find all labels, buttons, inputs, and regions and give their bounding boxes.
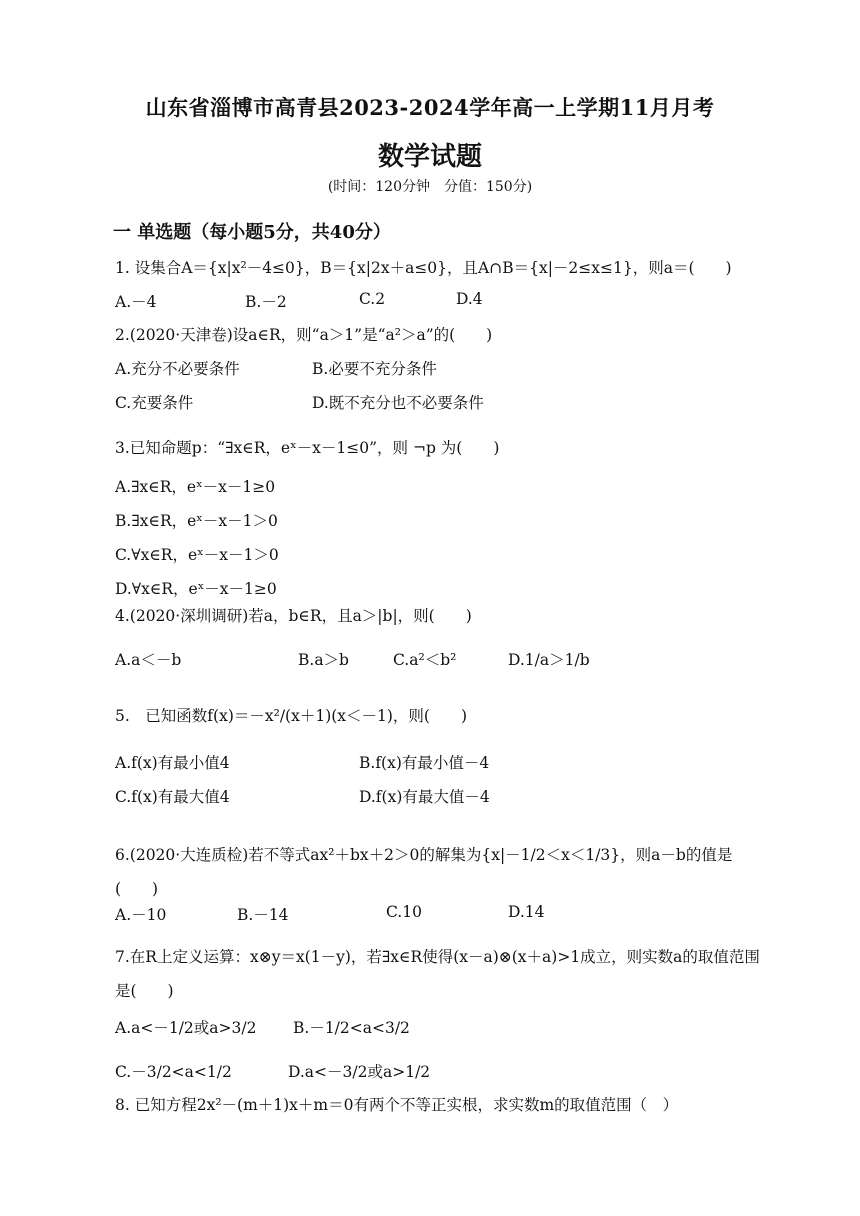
exam-title: 山东省淄博市高青县2023-2024学年高一上学期11月月考 (145, 95, 715, 120)
question-2-stem: 2.(2020·天津卷)设a∈R，则“a＞1”是“a²＞a”的( ) (115, 326, 493, 344)
question-7-option-b: B.－1/2<a<3/2 (293, 1019, 410, 1037)
question-3-option-c: C.∀x∈R，eˣ－x－1＞0 (115, 546, 279, 564)
question-2-option-c: C.充要条件 (115, 394, 194, 412)
question-5-stem: 5. 已知函数f(x)＝－x²/(x＋1)(x＜－1)，则( ) (115, 707, 468, 725)
section-title: 一 单选题（每小题5分，共40分） (113, 222, 391, 243)
question-4-option-a: A.a＜－b (115, 651, 182, 669)
question-5-option-c: C.f(x)有最大值4 (115, 788, 230, 806)
question-1-option-a: A.－4 (115, 293, 157, 311)
question-3-option-a: A.∃x∈R，eˣ－x－1≥0 (115, 478, 276, 496)
question-1-option-c: C.2 (359, 290, 386, 308)
question-3-option-d: D.∀x∈R，eˣ－x－1≥0 (115, 580, 277, 598)
question-6-option-d: D.14 (508, 903, 545, 921)
question-7-option-a: A.a<－1/2或a>3/2 (115, 1019, 257, 1037)
question-1-option-b: B.－2 (245, 293, 287, 311)
question-1-option-d: D.4 (456, 290, 483, 308)
question-4-option-b: B.a＞b (298, 651, 349, 669)
exam-meta: (时间：120分钟 分值：150分) (327, 179, 533, 195)
question-4-stem: 4.(2020·深圳调研)若a，b∈R，且a＞|b|，则( ) (115, 607, 472, 625)
question-6-option-b: B.－14 (237, 906, 289, 924)
question-5-option-d: D.f(x)有最大值－4 (359, 788, 490, 806)
question-8-stem: 8. 已知方程2x²－(m＋1)x＋m＝0有两个不等正实根，求实数m的取值范围（ ） (115, 1096, 679, 1114)
question-5-option-b: B.f(x)有最小值－4 (359, 754, 490, 772)
question-6-option-a: A.－10 (115, 906, 167, 924)
question-6-stem: 6.(2020·大连质检)若不等式ax²＋bx＋2＞0的解集为{x|－1/2＜x＜1/3}，则a－b的值是( ) (115, 846, 733, 898)
question-6-option-c: C.10 (386, 903, 422, 921)
question-3-option-b: B.∃x∈R，eˣ－x－1＞0 (115, 512, 278, 530)
question-3-stem: 3.已知命题p：“∃x∈R，eˣ－x－1≤0”，则 ¬p 为( ) (115, 439, 500, 457)
question-4-option-c: C.a²＜b² (393, 651, 457, 669)
question-7-stem: 7.在R上定义运算：x⊗y＝x(1－y)，若∃x∈R使得(x－a)⊗(x＋a)>1成立，则实数a的取值范围是( ) (115, 948, 760, 1000)
question-2-option-b: B.必要不充分条件 (312, 360, 437, 378)
question-1-stem: 1. 设集合A＝{x|x²－4≤0}，B＝{x|2x＋a≤0}，且A∩B＝{x|－2≤x≤1}，则a＝( ) (115, 259, 732, 277)
exam-subtitle: 数学试题 (377, 142, 482, 172)
question-7-option-d: D.a<－3/2或a>1/2 (288, 1063, 431, 1081)
question-2-option-a: A.充分不必要条件 (115, 360, 240, 378)
question-5-option-a: A.f(x)有最小值4 (115, 754, 230, 772)
question-2-option-d: D.既不充分也不必要条件 (312, 394, 484, 412)
question-4-option-d: D.1/a＞1/b (508, 651, 590, 669)
question-7-option-c: C.－3/2<a<1/2 (115, 1063, 232, 1081)
